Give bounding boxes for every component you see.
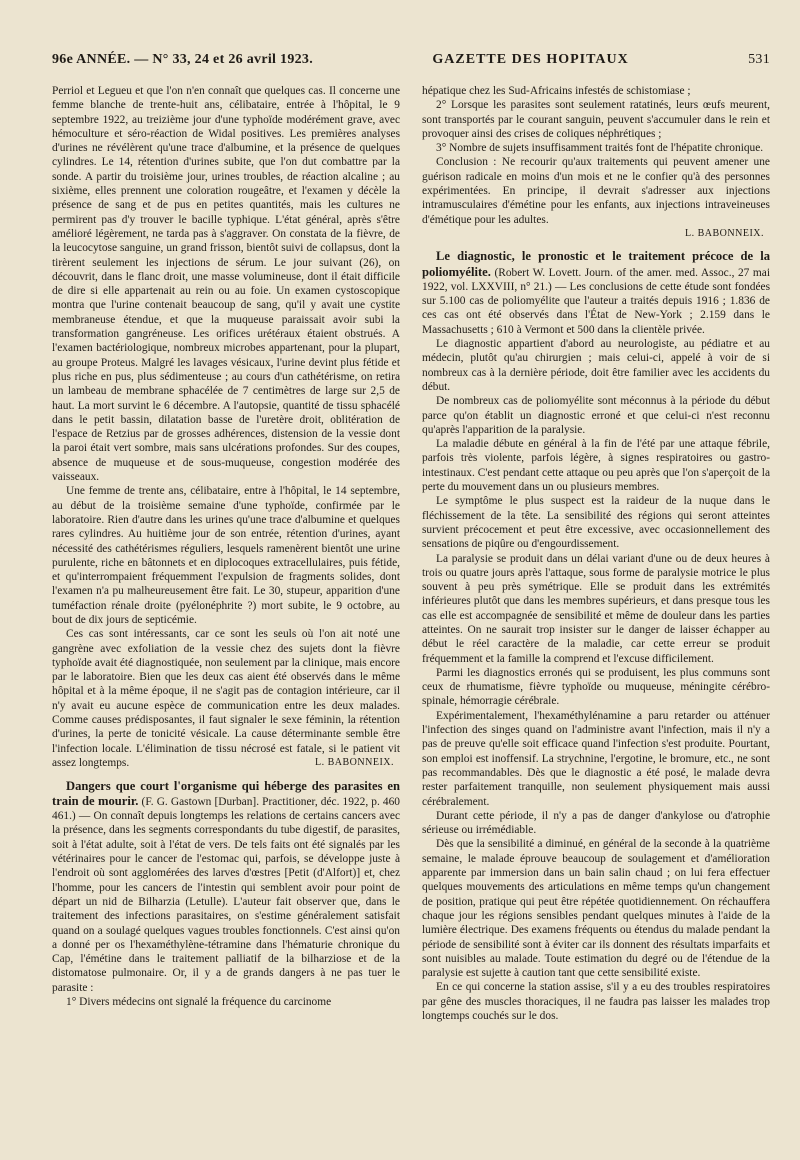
right-column (422, 84, 770, 1023)
paragraph: 3° Nombre de sujets insuffisamment traités font de l'hépatite chronique. (436, 142, 764, 155)
spacer (52, 771, 400, 779)
paragraph: Durant cette période, il n'y a pas de danger d'ankylose ou d'atrophie sérieuse ou irrémédiable. (422, 809, 770, 837)
paragraph: Le diagnostic appartient d'abord au neurologiste, au pédiatre et au médecin, plutôt qu'au chirurgien ; mais celui-ci, appelé à voir de si nombreux cas à la dernière période, doit être familier avec les accidents du début. (422, 338, 770, 393)
paragraph: Ces cas sont intéressants, car ce sont les seuls où l'on ait noté une gangrène avec exfoliation de la vessie chez des sujets dont la fièvre typhoïde avait été diagnostiquée, non seulement par la clinique, mais encore par le laboratoire. Bien que les deux cas aient été observés dans le même hôpital et à la même époque, il ne s'agit pas de contagion intérieure, car il n'y avait eu aucune espèce de communication entre les deux malades. Comme causes prédisposantes, il faut signaler le sexe féminin, la rétention d'urines, la perte de tonicité vésicale. La cause déterminante semble être l'infection locale. L'élimination de tissu nécrosé est fatale, si le patient vit assez longtemps. (52, 628, 400, 769)
author-signature: L. BABONNEIX. (685, 227, 764, 239)
page-number: 531 (748, 52, 770, 67)
paragraph: Le symptôme le plus suspect est la raideur de la nuque dans le fléchissement de la tête. La sensibilité des régions qui seront atteintes survient précocement et peut être excessive, avec occasionnellement des sensations de piqûre ou d'engourdissement. (422, 495, 770, 551)
paragraph: Conclusion : Ne recourir qu'aux traitements qui peuvent amener une guérison radicale en moins d'un mois et ne le confier qu'à des personnes expérimentées. En principe, il devrait s'adresser aux injections intramusculaires d'émétine pour les enfants, aux injections intraveineuses d'émétique pour les adultes. (422, 156, 770, 226)
article-paragraph (52, 779, 400, 995)
paragraph: 2° Lorsque les parasites sont seulement ratatinés, leurs œufs meurent, sont transportés par le courant sanguin, peuvent s'accumuler dans le rein et provoquer ainsi des crises de coliques néphrétiques ; (422, 99, 770, 140)
paragraph: En ce qui concerne la station assise, s'il y a eu des troubles respiratoires par gêne des muscles thoraciques, il ne faudra pas laisser les malades trop longtemps couchés sur le dos. (422, 981, 770, 1022)
paragraph: Une femme de trente ans, célibataire, entre à l'hôpital, le 14 septembre, au début de la troisième semaine d'une typhoïde, confirmée par le laboratoire. Rien d'autre dans les urines qu'une trace d'albumine et quelques rares cylindres. Au huitième jour de son entrée, rétention d'urines, ayant nécessité des cathétérismes réguliers, lesquels ramenèrent bientôt une urine purulente, riche en bâtonnets et en diplocoques extracellulaires, puis fétide, et qu'interrompaient fréquemment l'expulsion de fragments solides, dont l'examen n'a pu malheureusement être fait. Le 30, stupeur, apparition d'une tuméfaction rénale droite (pyélonéphrite ?) mort subite, le 9 octobre, au bout de dix jours de septicémie. (52, 485, 400, 626)
paragraph: 1° Divers médecins ont signalé la fréquence du carcinome (66, 996, 332, 1008)
paragraph: Parmi les diagnostics erronés qui se produisent, les plus communs sont ceux de rhumatisme, fièvre typhoïde ou muqueuse, méningite cérébro-spinale, hémorragie cérébrale. (422, 666, 770, 708)
paragraph: La maladie débute en général à la fin de l'été par une attaque fébrile, parfois très violente, parfois légère, à signes respiratoires ou gastro-intestinaux. C'est pendant cette attaque ou peu après que l'on s'aperçoit de la perte du mouvement dans un ou plusieurs membres. (422, 438, 770, 494)
paragraph: De nombreux cas de poliomyélite sont méconnus à la période du début parce qu'on établit un diagnostic erroné et que celui-ci n'est reconnu qu'après l'apparition de la paralysie. (422, 395, 770, 436)
article-paragraph (422, 249, 770, 337)
text-columns (52, 84, 770, 1023)
author-signature: L. BABONNEIX. (315, 757, 394, 769)
spacer (422, 241, 770, 249)
left-column (52, 84, 400, 1023)
journal-title: GAZETTE DES HOPITAUX (432, 52, 629, 67)
paragraph: Dès que la sensibilité a diminué, en général de la seconde à la quatrième semaine, le malade éprouve beaucoup de soulagement et d'amélioration apparente par immersion dans un bain salin chaud ; on lui fera effectuer quelques mouvements des articulations en même temps qu'un changement de position, pratique qui peut être répétée quotidiennement. On réchauffera chaque jour les régions sensibles pendant quelques minutes à l'aide de la lumière électrique. Des examens fréquents ou étendus du malade pendant la période de sensibilité sont à éviter car ils donnent des résultats imparfaits et sont nuisibles au malade. Toute estimation du degré ou de l'étendue de la paralysie est sujette à caution tant que cette sensibilité existe. (422, 838, 770, 980)
page-header (52, 40, 770, 72)
paragraph: La paralysie se produit dans un délai variant d'une ou de deux heures à trois ou quatre jours après l'attaque, sous forme de paralysie motrice le plus souvent à peu près symétrique. Elle se produit dans les extrémités inférieures plutôt que dans les membres supérieurs, et dans presque tous les cas elle est accompagnée de sensibilité et même de douleur dans les parties atteintes. On ne saurait trop insister sur le danger de laisser échapper au début le réel caractère de la maladie, car cette erreur se produit fréquemment et la famille la comprend et l'excuse difficilement. (422, 552, 770, 665)
article-reference: (Robert W. Lovett. Journ. of the amer. med. Assoc., 27 mai 1922, vol. LXXVIII, n° 21.) — Les conclusions de cette étude sont fondées sur 5.100 cas de poliomyélite que l'auteur a traités depuis 1916 ; 1.836 de ces cas ont été observés dans l'État de New-York ; 2.159 dans le Massachusetts ; 610 à Vermont et 500 dans la clientèle privée. (422, 266, 770, 336)
article-title: Le diagnostic, le pronostic et le traitement précoce de la poliomyélite. (422, 249, 770, 279)
article-title: Dangers que court l'organisme qui héberge des parasites en train de mourir. (52, 778, 400, 808)
article-reference: (F. G. Gastown [Durban]. Practitioner, déc. 1922, p. 460 461.) — On connaît depuis longtemps les relations de certains cancers avec la présence, dans les segments correspondants du tube digestif, de parasites, soit à l'état adulte, soit à l'état de vers. De tels faits ont été signalés par les vétérinaires pour le cancer de l'estomac qui, parfois, se développe juste à l'endroit où sont agglomérées des larves d'œstres [Petit (d'Alfort)] et, chez l'homme, pour les cancers de l'intestin qui semblent avoir pour point de départ un nid de Bilharzia (Letulle). L'auteur fait observer que, dans le traitement des infections parasitaires, on s'estime généralement satisfait quand on a soulagé quelques vagues troubles fonctionnels. C'est ainsi qu'on a donné per os l'hexaméthylène-tétramine dans l'hématurie chronique du Cap, l'émétine dans le traitement palliatif de la bilharziose et de la distomatose pulmonaire. Or, il y a de grands dangers à ne pas tuer le parasite : (52, 795, 400, 994)
paragraph: Perriol et Legueu et que l'on n'en connaît que quelques cas. Il concerne une femme blanche de trente-huit ans, célibataire, entrée à l'hôpital, le 9 septembre 1922, au treizième jour d'une typhoïde modérément grave, avec hémoculture et séro-réaction de Widal positives. Les premières analyses d'urines ne révélèrent qu'une trace d'albumine, et la présence de quelques cylindres. Le 14, rétention d'urines subite, que l'on dut combattre par la sonde. A partir du troisième jour, urines troubles, de réaction alcaline ; au sixième, elles prennent une coloration rougeâtre, et l'examen y décèle la présence de sang et de pus en petites quantités, mais les cultures ne permirent pas d'y trouver le bacille typhique. L'état général, après s'être amélioré légèrement, ne tarda pas à s'aggraver. On constata de la fièvre, de la leucocytose sanguine, un grand frisson, bientôt suivi de collapsus, dont la tirèrent seulement les injections de sérum. Le jour suivant (26), on découvrit, dans le flanc droit, une masse volumineuse, dont il était difficile de dire si elle appartenait au rein ou au foie. Un examen cystoscopique montra que l'urine contenait beaucoup de sang, qu'il y avait une cystite membraneuse étendue, et que la muqueuse paraissait avoir subi la transformation gangréneuse. Les orifices urétéraux étaient obstrués. A l'examen bactériologique, nombreux microbes appartenant, pour la plupart, au groupe Proteus. Malgré les lavages vésicaux, l'urine devint plus fétide et plus riche en pus, plus sédimenteuse ; au cours d'un cathétérisme, on retira un lambeau de membrane sphacélée de 7 centimètres de large sur 2,5 de haut. La mort survint le 6 décembre. A l'autopsie, quantité de tissu sphacélé dans le petit bassin, dilatation basse de l'uretère droit, oblitération de l'espace de Retzius par de grosses adhérences, distension de la vessie dont la paroi était vert sombre, mais sans ulcérations profondes. Sur des coupes, absence de muqueuse et de sous-muqueuse, congestion modérée des vaisseaux. (52, 85, 400, 484)
issue-info: 96e ANNÉE. — N° 33, 24 et 26 avril 1923. (52, 52, 314, 67)
paragraph: Expérimentalement, l'hexaméthylénamine a paru retarder ou atténuer l'infection des singes quand on l'administre avant l'infection, mais il n'y a pas de preuve qu'elle soit efficace quand l'infection s'est produite. Pourtant, son emploi est inoffensif. La strychnine, l'ergotine, le bromure, etc., ne sont pas recommandables. Dès que le diagnostic a été posé, le malade devra rester parfaitement tranquille, non seulement physiquement mais aussi cérébralement. (422, 709, 770, 808)
paragraph: hépatique chez les Sud-Africains infestés de schistomiase ; (422, 85, 691, 97)
